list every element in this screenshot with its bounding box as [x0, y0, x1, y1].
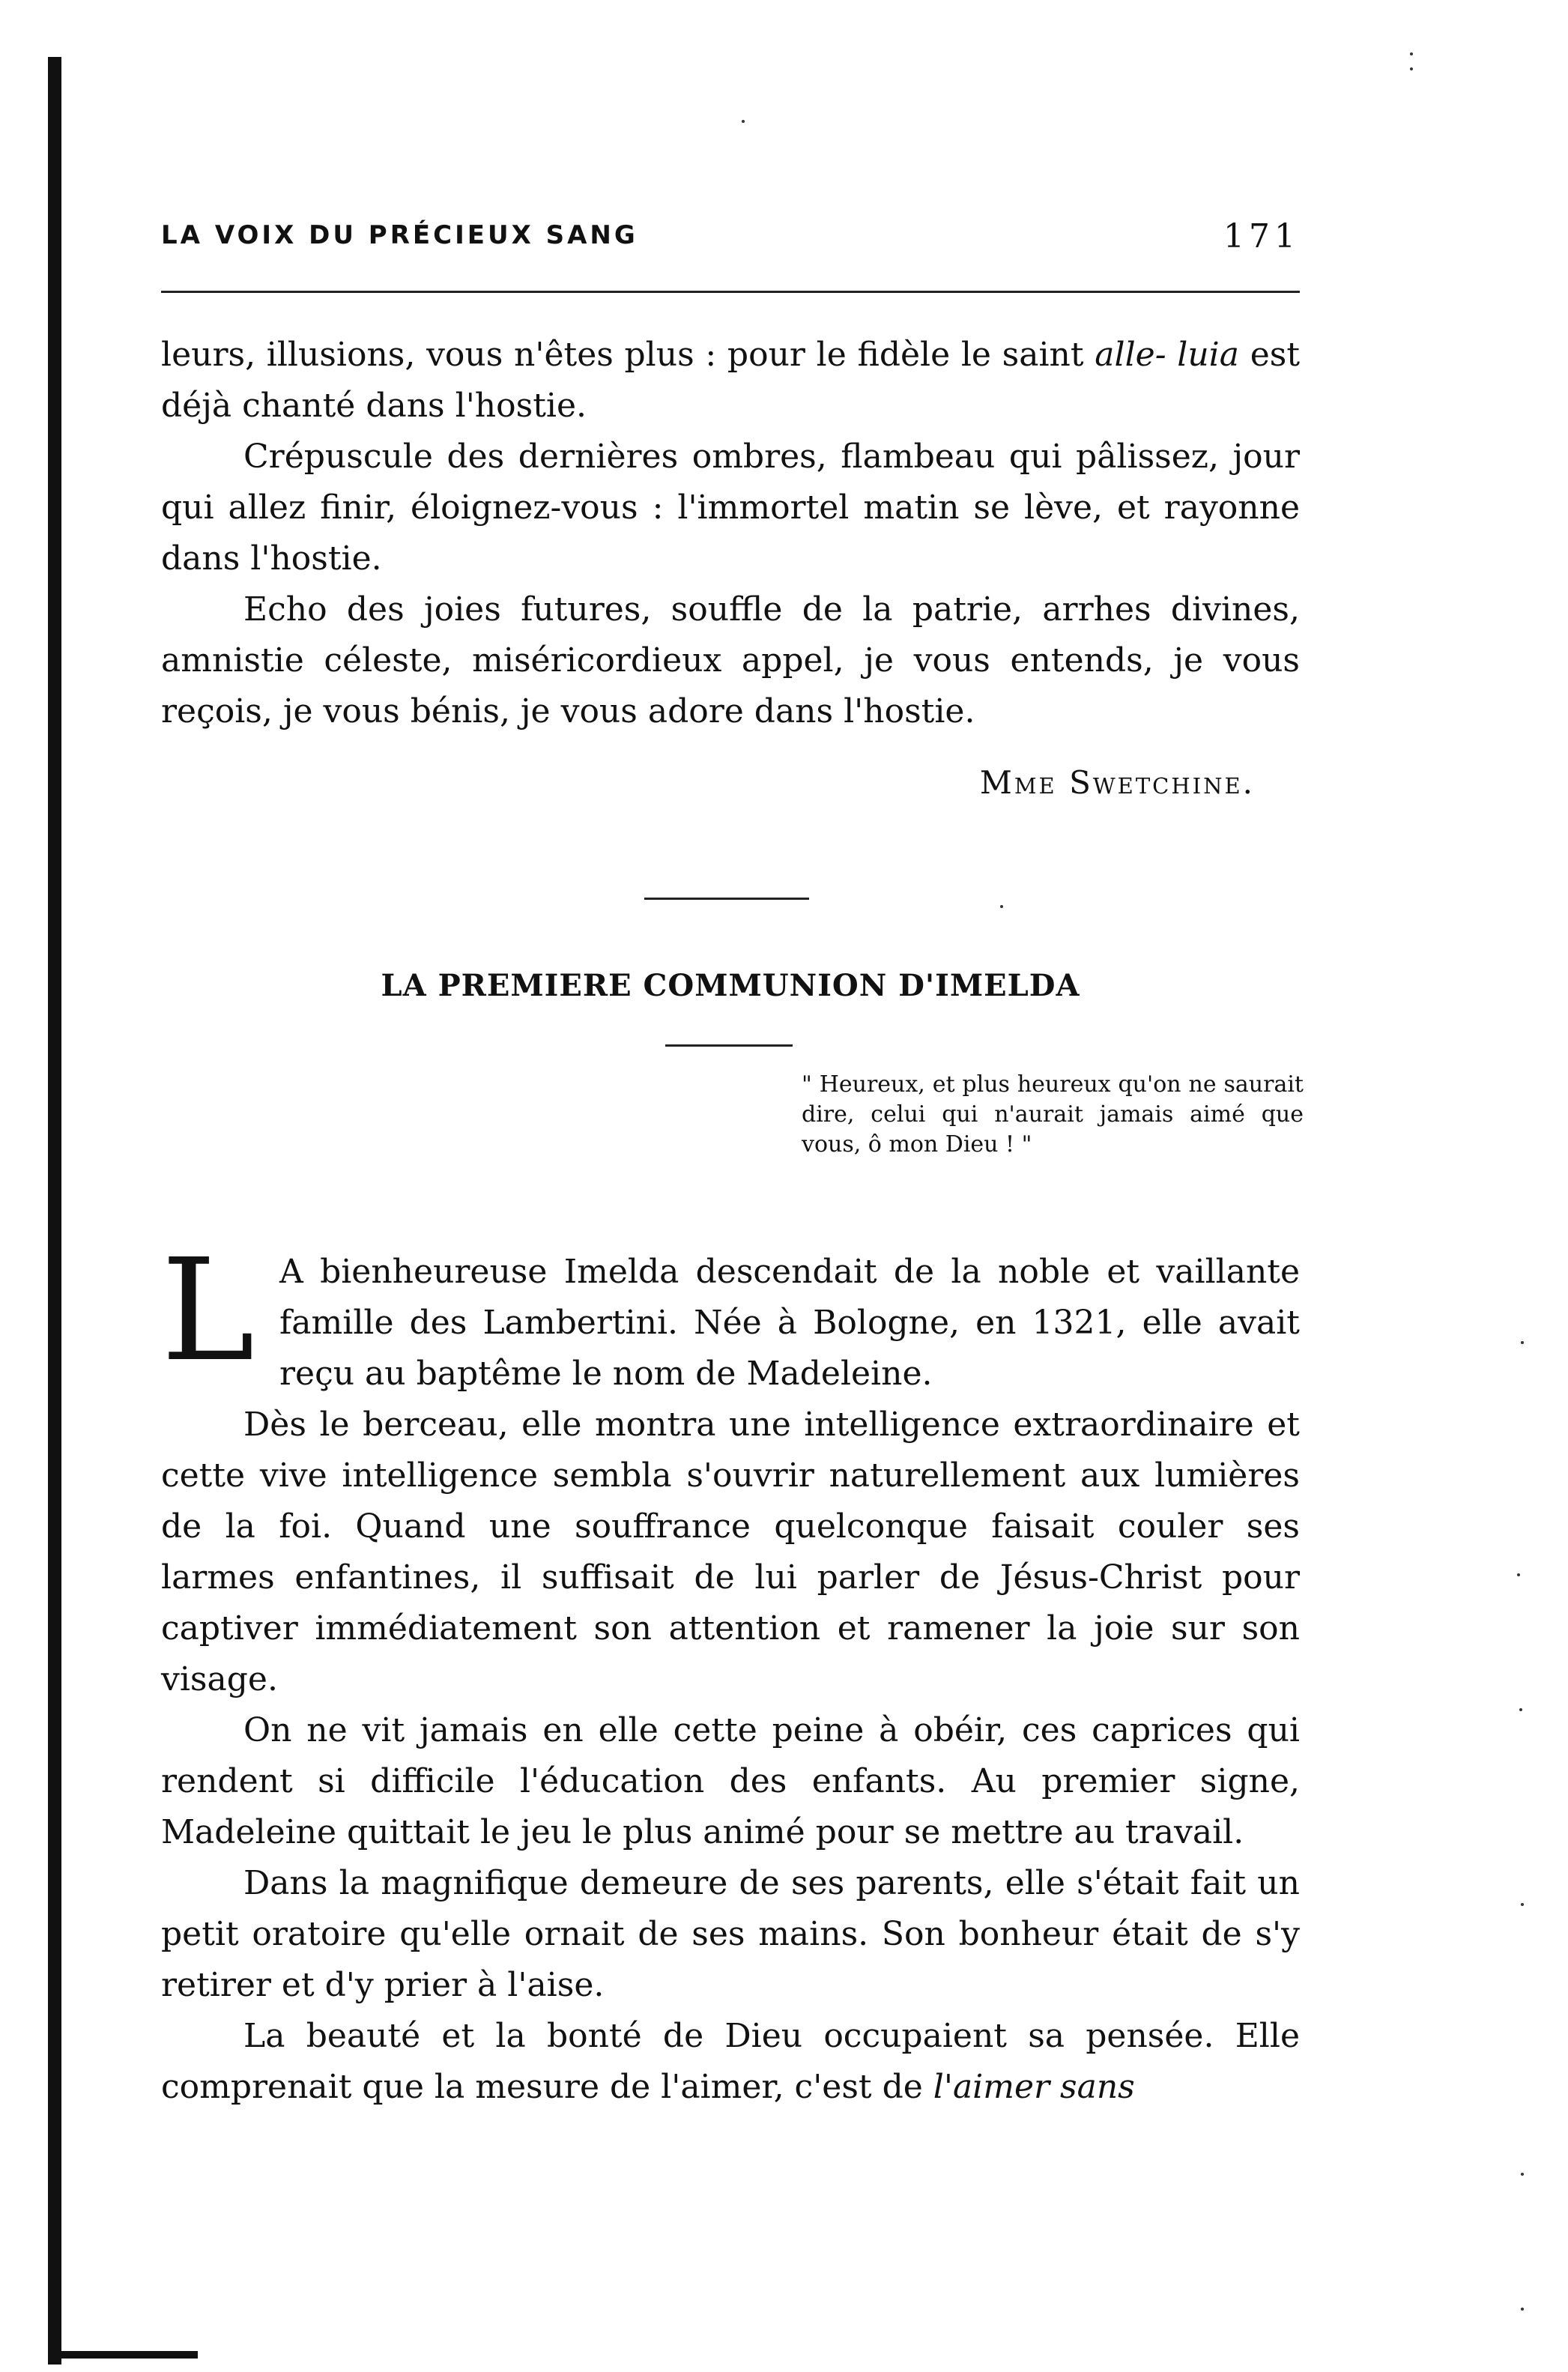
scan-speck [1521, 2173, 1524, 2176]
scan-speck [1410, 67, 1413, 70]
poem-paragraph-3: Echo des joies futures, souffle de la patrie, arrhes divines, amnistie céleste, miséricordieux appel, je vous entends, je vous reçois, je vous bénis, je vous adore dans l'hostie. [161, 590, 1300, 730]
drop-cap: L [161, 1229, 255, 1393]
scan-speck [1521, 1903, 1524, 1906]
chapter-title: LA PREMIERE COMMUNION D'IMELDA [381, 968, 1080, 1003]
epigraph [802, 1070, 1304, 1160]
page-number: 171 [1223, 217, 1300, 255]
chapter-paragraph-3: On ne vit jamais en elle cette peine à obéir, ces caprices qui rendent si difficile l'éducation des enfants. Au premier signe, Madeleine quittait le jeu le plus animé pour se mettre au travail. [161, 1711, 1300, 1851]
scan-speck [1521, 1341, 1524, 1344]
scan-speck [1517, 1573, 1520, 1576]
scan-speck [1521, 2308, 1524, 2311]
header-rule [161, 291, 1300, 293]
poem-paragraph-1: leurs, illusions, vous n'êtes plus : pour le fidèle le saint alle- luia est déjà chanté dans l'hostie. [161, 336, 1301, 425]
scan-binding-edge [48, 57, 61, 2365]
chapter-paragraph-5: La beauté et la bonté de Dieu occupaient sa pensée. Elle comprenait que la mesure de l'aimer, c'est de l'aimer sans [161, 2017, 1300, 2106]
poem-ending [161, 330, 1300, 737]
section-separator [644, 898, 809, 900]
author-signature: Mme Swetchine. [979, 764, 1255, 801]
chapter-body [161, 1229, 1300, 2113]
page-header [161, 217, 1300, 262]
scan-speck [1519, 1708, 1522, 1711]
scan-speck [742, 120, 745, 123]
scan-corner-edge [48, 2351, 198, 2359]
poem-paragraph-2: Crépuscule des dernières ombres, flambeau qui pâlissez, jour qui allez finir, éloignez-vous : l'immortel matin se lève, et rayonne dans l'hostie. [161, 438, 1300, 578]
scan-speck [1410, 52, 1413, 55]
epigraph-text: " Heureux, et plus heureux qu'on ne saurait dire, celui qui n'aurait jamais aimé que vous, ô mon Dieu ! " [802, 1071, 1304, 1158]
scan-speck [1000, 905, 1003, 908]
title-rule [665, 1044, 793, 1047]
chapter-paragraph-1: A bienheureuse Imelda descendait de la noble et vaillante famille des Lambertini. Née à Bologne, en 1321, elle avait reçu au baptême le nom de Madeleine. [279, 1253, 1300, 1393]
chapter-paragraph-4: Dans la magnifique demeure de ses parents, elle s'était fait un petit oratoire qu'elle ornait de ses mains. Son bonheur était de s'y retirer et d'y prier à l'aise. [161, 1864, 1300, 2004]
chapter-paragraph-2: Dès le berceau, elle montra une intelligence extraordinaire et cette vive intelligence sembla s'ouvrir naturellement aux lumières de la foi. Quand une souffrance quelconque faisait couler ses larmes enfantines, il suffisait de lui parler de Jésus-Christ pour captiver immédiatement son attention et ramener la joie sur son visage. [161, 1406, 1300, 1698]
running-title: LA VOIX DU PRÉCIEUX SANG [161, 220, 638, 250]
